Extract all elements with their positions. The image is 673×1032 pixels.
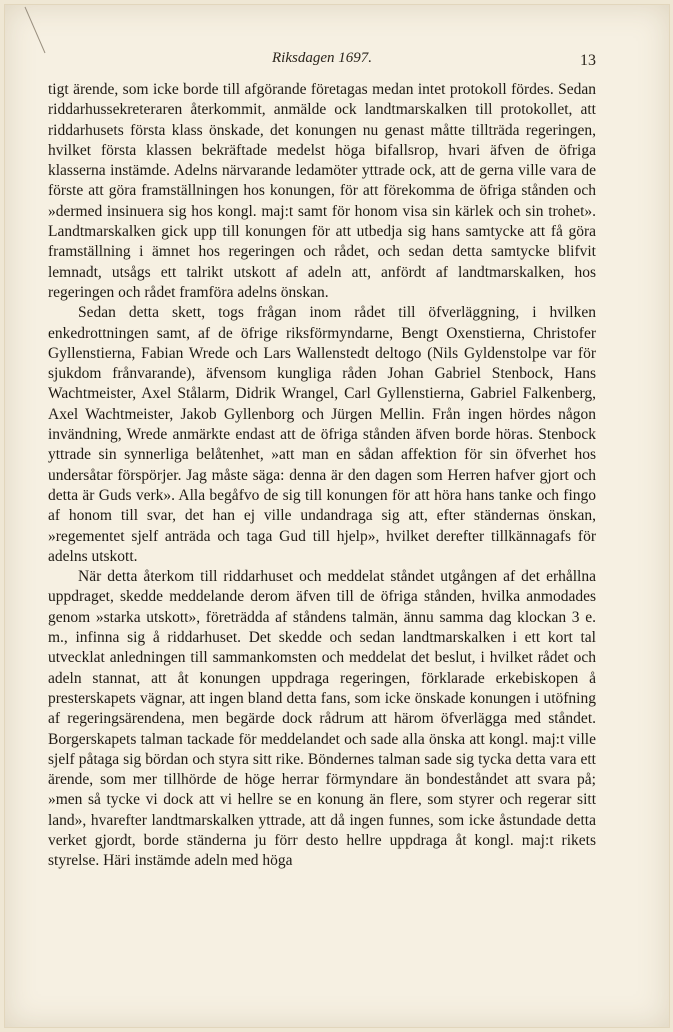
paragraph-2: Sedan detta skett, togs frågan inom rådet till öfverläggning, i hvilken enkedrottningen samt, af de öfrige riksförmyndarne, Bengt Oxenstierna, Christofer Gyllenstierna, Fabian Wrede och Lars Wallenstedt deltogo (Nils Gyldenstolpe var för sjukdom frånvarande), äfvensom kungliga råden Johan Gabriel Stenbock, Hans Wachtmeister, Axel Stålarm, Didrik Wrangel, Carl Gyllenstierna, Gabriel Falkenberg, Axel Wachtmeister, Jakob Gyllenborg och Jürgen Mellin. Från ingen hördes någon invändning, Wrede anmärkte endast att de öfriga stånden äfven borde höras. Stenbock yttrade sin synnerliga belåtenhet, »att man en sådan affektion för sin öfverhet hos undersåtar förspörjer. Jag måste säga: denna är den dagen som Herren hafver gjort och detta är Guds verk». Alla begåfvo de sig till konungen för att höra hans tanke och fingo af honom till svar, det han ej ville undandraga sig att, efter ständernas önskan, »regementet sjelf anträda och taga Gud till hjelp», hvilket derefter tillkännagafs för adelns utskott. bbox=[48, 304, 596, 565]
paragraph-1: tigt ärende, som icke borde till afgörande företagas medan intet protokoll fördes. Sedan riddarhussekreteraren återkommit, anmälde ock landtmarskalken till protokollet, att riddarhusets första klass önskade, det konungen nu genast måtte tillträda regeringen, hvilket första klassen bekräftade medelst höga bifallsrop, hvari äfven de öfriga klasserna instämde. Adelns närvarande ledamöter yttrade ock, att de gerna ville vara de förste att göra framställningen hos konungen, för att förekomma de öfriga stånden och »dermed insinuera sig hos kongl. maj:t samt för honom visa sin kärlek och sin trohet». Landtmarskalken gick upp till konungen för att utbedja sig hans samtycke att få göra framställning i ämnet hos regeringen och rådet, och sedan detta samtycke blifvit lemnadt, utsågs ett talrikt utskott af adeln att, anfördt af landtmarskalken, hos regeringen och rådet framföra adelns önskan. bbox=[48, 81, 596, 301]
running-head: Riksdagen 1697. bbox=[272, 50, 372, 66]
page-header bbox=[48, 50, 596, 80]
page-number: 13 bbox=[580, 52, 596, 69]
paragraph-3: När detta återkom till riddarhuset och meddelat ståndet utgången af det erhållna uppdraget, skedde meddelande derom äfven till de öfriga stånden, hvilka anmodades genom »starka utskott», företrädda af ståndens talmän, ännu samma dag klockan 3 e. m., infinna sig å riddarhuset. Det skedde och sedan landtmarskalken i ett kort tal utvecklat anledningen till sammankomsten och meddelat det beslut, i hvilket rådet och adeln stannat, att åt konungen uppdraga regeringen, förklarade erkebiskopen å presterskapets vägnar, att ingen bland detta fans, som icke önskade konungen i utöfning af regeringsärendena, men begärde dock rådrum att härom öfverlägga med ståndet. Borgerskapets talman tackade för meddelandet och sade alla önska att kongl. maj:t ville sjelf påtaga sig bördan och styra sitt rike. Böndernes talman sade sig tycka detta vara ett ärende, som mer tillhörde de höge herrar förmyndare än bondeståndet att svara på; »men så tycke vi dock att vi hellre se en konung än flere, som styrer och regerar sitt land», hvarefter landtmarskalken yttrade, att då ingen funnes, som icke åstundade detta verket gjordt, borde ständerna ju förr desto hellre uppdraga åt kongl. maj:t rikets styrelse. Häri instämde adeln med höga bbox=[48, 568, 596, 870]
body-text bbox=[48, 80, 596, 872]
